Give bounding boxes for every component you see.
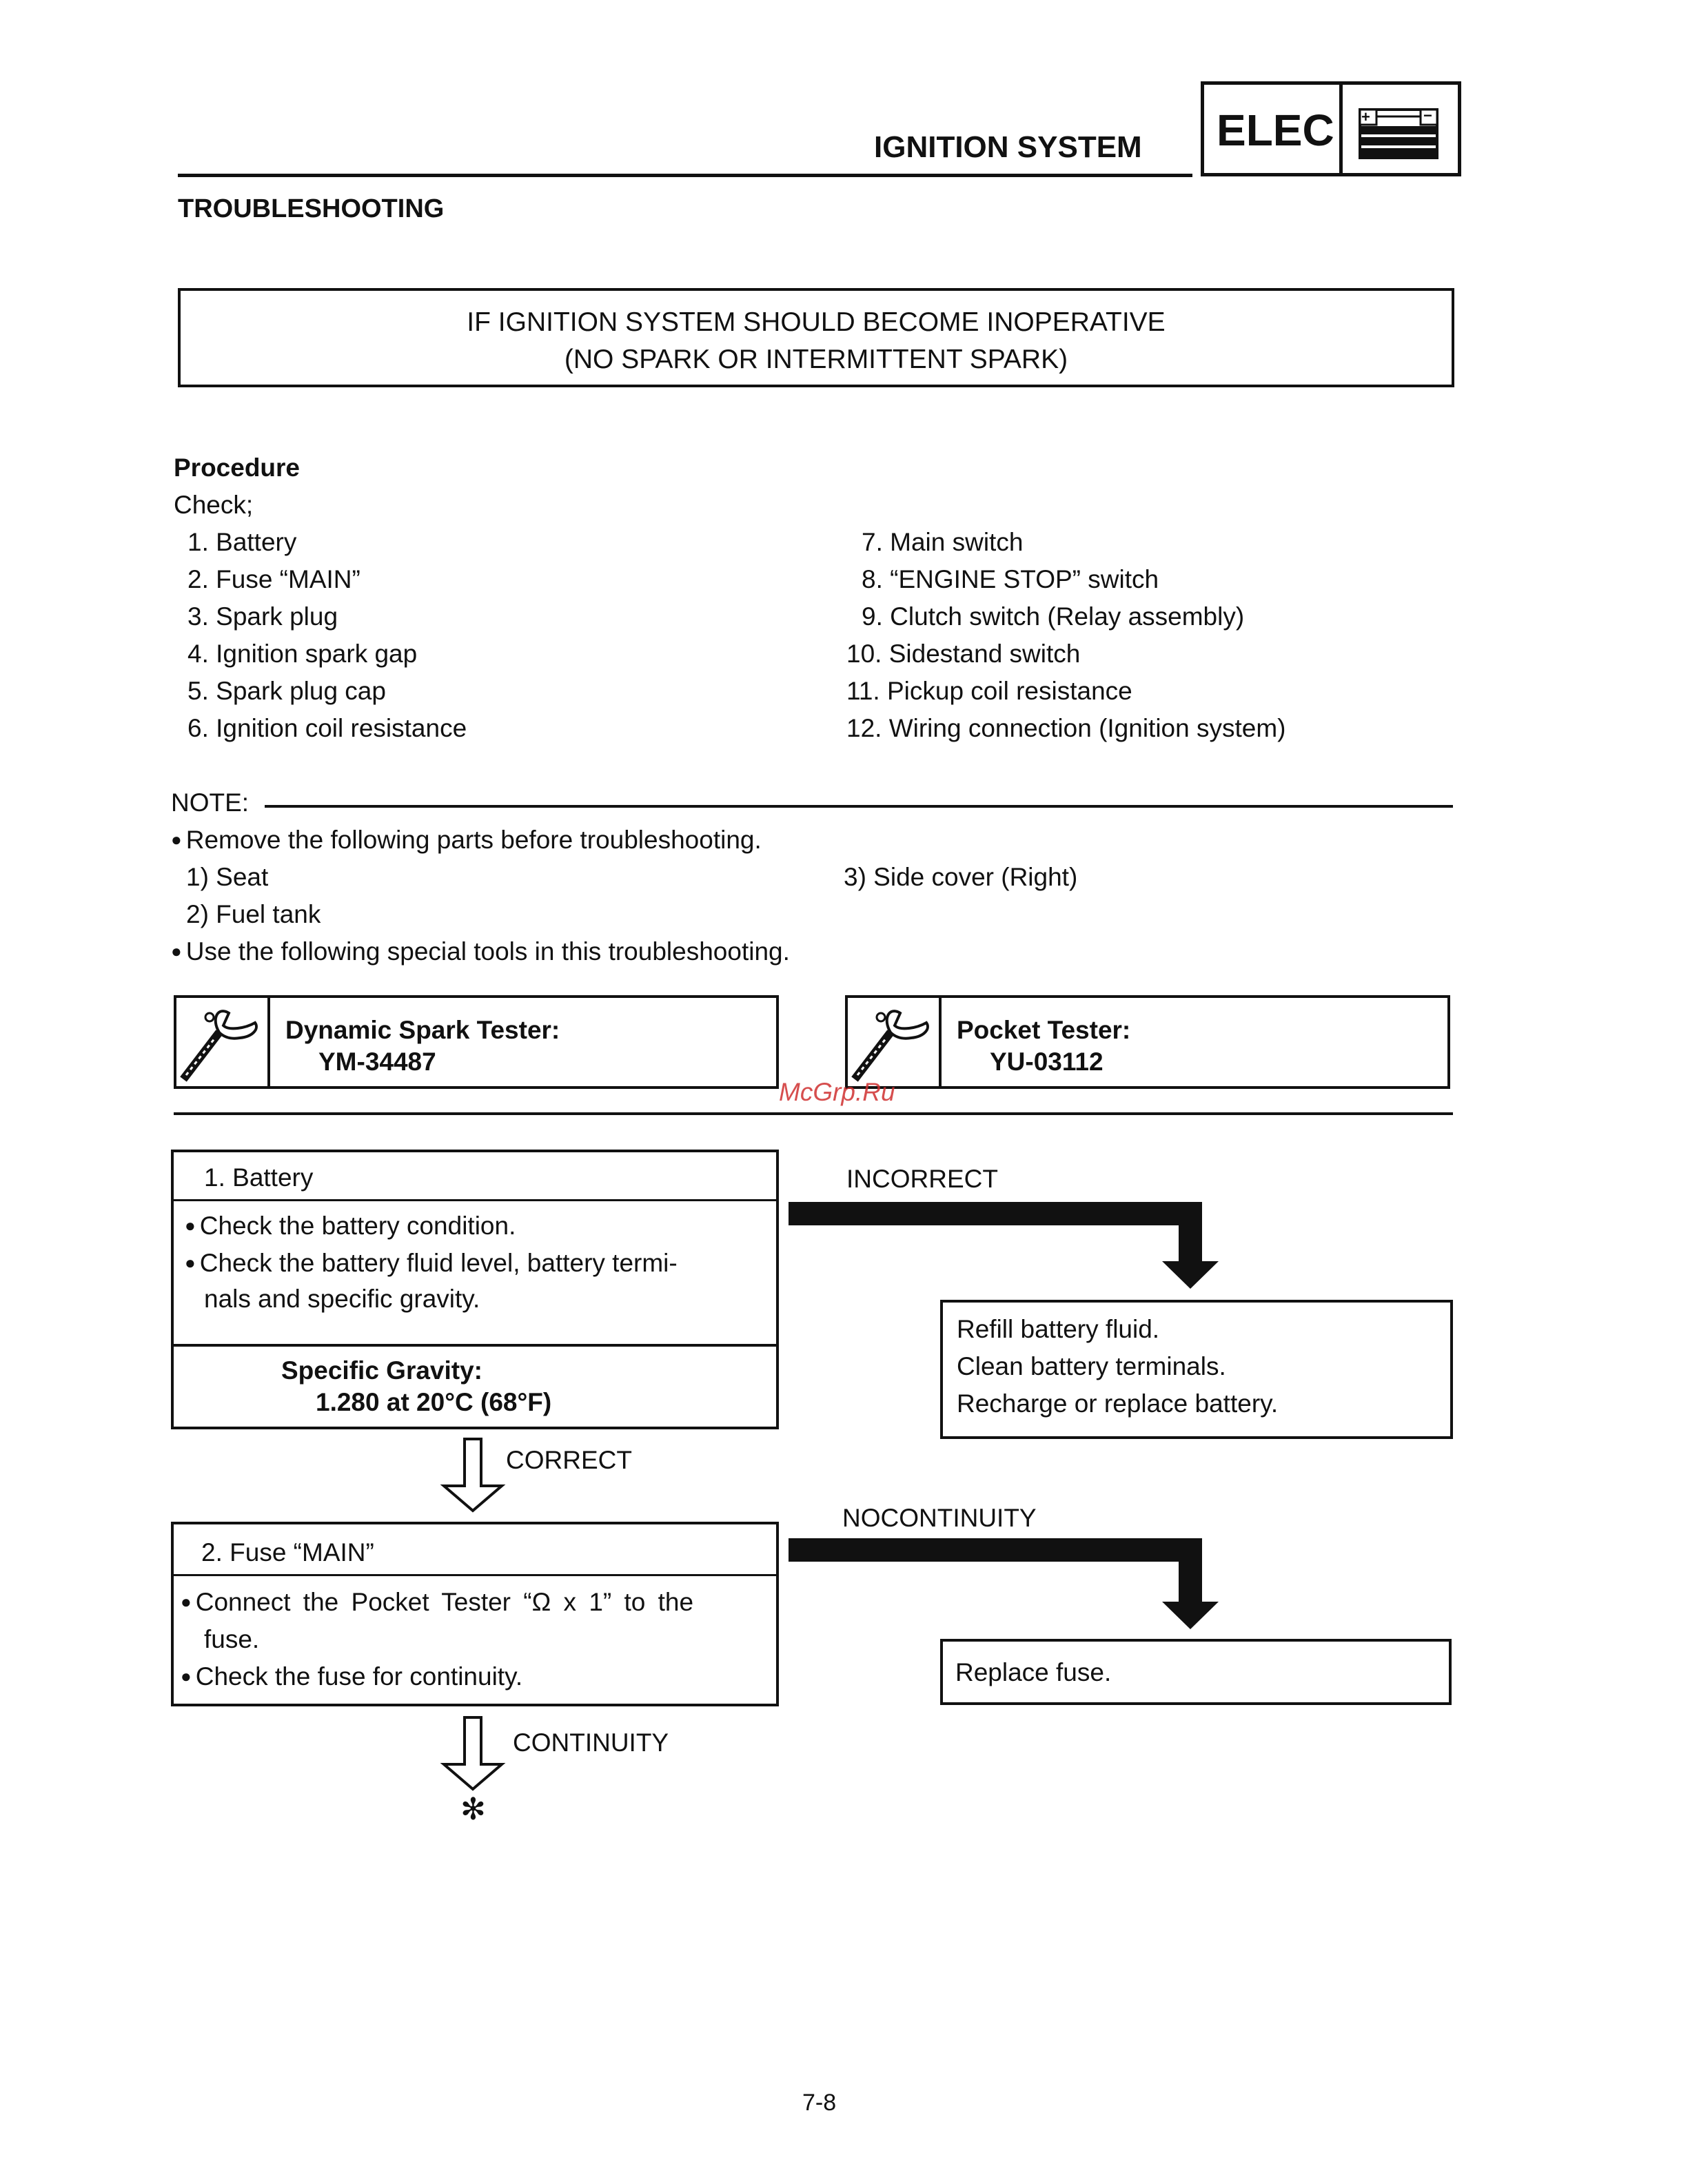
fail-arrow-head-icon [1162, 1261, 1219, 1292]
check-item: 10. Sidestand switch [846, 640, 1081, 668]
fuse-remedy-box [940, 1639, 1452, 1705]
fuse-step-box [171, 1522, 779, 1706]
continue-mark: ✻ [460, 1793, 486, 1826]
tab-divider [1339, 85, 1343, 173]
remedy-action: Refill battery fluid. [957, 1315, 1160, 1343]
tool-box-dynamic-spark-tester [174, 995, 779, 1089]
spec-rule [174, 1344, 776, 1347]
removed-part: 1) Seat [186, 863, 269, 891]
removed-part: 2) Fuel tank [186, 900, 321, 928]
check-item: 5. Spark plug cap [187, 677, 386, 705]
page-number: 7-8 [802, 2090, 837, 2116]
down-arrow-icon [440, 1438, 506, 1517]
check-item: 1. Battery [187, 528, 297, 556]
check-label: Check; [174, 491, 254, 519]
tool-code: YM-34487 [318, 1048, 436, 1076]
battery-step-box [171, 1150, 779, 1429]
step-title-rule [174, 1574, 776, 1576]
check-item: 6. Ignition coil resistance [187, 714, 467, 742]
step-title-rule [174, 1199, 776, 1201]
pass-label: CONTINUITY [513, 1728, 669, 1757]
banner-line-1: IF IGNITION SYSTEM SHOULD BECOME INOPERATIVE [467, 307, 1166, 337]
step-check: fuse. [204, 1625, 260, 1653]
note-end-rule [174, 1112, 1453, 1115]
check-item: 8. “ENGINE STOP” switch [862, 565, 1159, 593]
elec-tab-label: ELEC [1217, 105, 1334, 155]
tool-box-pocket-tester [845, 995, 1450, 1089]
fail-label: NOCONTINUITY [842, 1504, 1037, 1532]
plus-sign: + [1361, 108, 1370, 125]
step-check: ● Check the battery condition. [185, 1213, 516, 1238]
fail-arrow-drop [1179, 1538, 1202, 1603]
step-title: 2. Fuse “MAIN” [201, 1538, 374, 1566]
step-check: ● Check the battery fluid level, battery termi- [185, 1250, 678, 1276]
banner-line-2: (NO SPARK OR INTERMITTENT SPARK) [564, 345, 1068, 374]
remedy-action: Clean battery terminals. [957, 1352, 1226, 1380]
step-check: ● Connect the Pocket Tester “Ω x 1” to the [181, 1589, 693, 1615]
special-tool-icon [176, 998, 270, 1086]
check-item: 2. Fuse “MAIN” [187, 565, 360, 593]
section-title: IGNITION SYSTEM [874, 130, 1142, 164]
pass-label: CORRECT [506, 1446, 632, 1474]
spec-label: Specific Gravity: [281, 1356, 483, 1385]
battery-remedy-box [940, 1300, 1453, 1439]
check-item: 7. Main switch [862, 528, 1024, 556]
special-tool-icon [848, 998, 942, 1086]
note-rule [265, 805, 1453, 808]
remedy-action: Replace fuse. [955, 1658, 1112, 1686]
procedure-heading: Procedure [174, 453, 301, 482]
check-item: 11. Pickup coil resistance [846, 677, 1132, 705]
tool-name: Pocket Tester: [957, 1016, 1131, 1044]
tool-name: Dynamic Spark Tester: [285, 1016, 560, 1044]
fail-arrow-shaft [789, 1202, 1202, 1225]
minus-sign: − [1423, 107, 1432, 124]
note-remove-text: ● Remove the following parts before troubleshooting. [171, 827, 762, 853]
check-item: 3. Spark plug [187, 602, 338, 631]
elec-tab [1201, 81, 1461, 176]
header-rule [178, 174, 1192, 177]
tool-code: YU-03112 [990, 1048, 1104, 1076]
down-arrow-icon [440, 1716, 506, 1795]
fail-arrow-head-icon [1162, 1602, 1219, 1633]
step-check: ● Check the fuse for continuity. [181, 1664, 522, 1689]
fail-arrow-shaft [789, 1538, 1202, 1562]
step-title: 1. Battery [204, 1163, 314, 1192]
fail-arrow-drop [1179, 1202, 1202, 1263]
fail-label: INCORRECT [846, 1165, 998, 1193]
step-check: nals and specific gravity. [204, 1285, 480, 1313]
note-tools-text: ● Use the following special tools in this troubleshooting. [171, 939, 790, 964]
watermark: McGrp.Ru [779, 1078, 895, 1106]
condition-banner [178, 288, 1454, 387]
note-label: NOTE: [171, 788, 250, 817]
spec-value: 1.280 at 20°C (68°F) [316, 1388, 552, 1416]
removed-part: 3) Side cover (Right) [844, 863, 1078, 891]
battery-icon [1357, 104, 1440, 159]
troubleshooting-heading: TROUBLESHOOTING [178, 194, 445, 223]
check-item: 12. Wiring connection (Ignition system) [846, 714, 1286, 742]
check-item: 9. Clutch switch (Relay assembly) [862, 602, 1245, 631]
check-item: 4. Ignition spark gap [187, 640, 418, 668]
remedy-action: Recharge or replace battery. [957, 1389, 1279, 1418]
